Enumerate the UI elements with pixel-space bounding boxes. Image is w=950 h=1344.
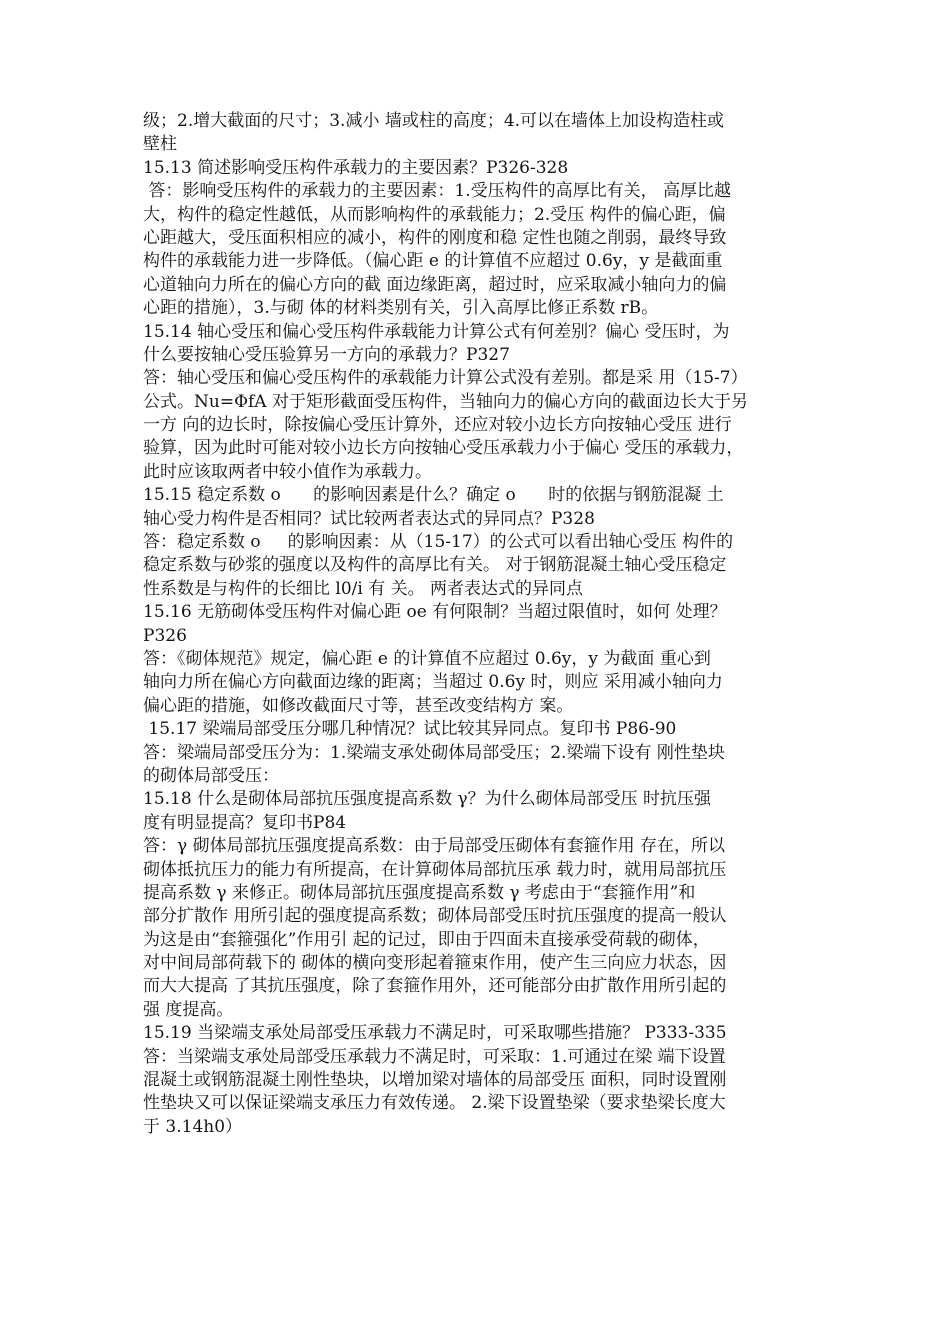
text-line: 此时应该取两者中较小值作为承载力。 [143,461,432,482]
text-line: P326 [143,625,187,646]
text-line: 偏心距的措施，如修改截面尺寸等，甚至改变结构方 案。 [143,695,574,716]
text-line: 大，构件的稳定性越低，从而影响构件的承载能力；2.受压 构件的偏心距，偏 [143,204,726,225]
text-line: 级；2.增大截面的尺寸；3.减小 墙或柱的高度；4.可以在墙体上加设构造柱或 [143,111,725,131]
answer-line: 答：稳定系数 o 的影响因素：从（15-17）的公式可以看出轴心受压 构件的 [143,532,734,553]
text-line: 提高系数 γ 来修正。砌体局部抗压强度提高系数 γ 考虑由于“套箍作用”和 [143,882,696,903]
text-line: 部分扩散作 用所引起的强度提高系数；砌体局部受压时抗压强度的提高一般认 [143,906,727,927]
text-line: 为这是由“套箍强化”作用引 起的记过，即由于四面未直接承受荷载的砌体， [143,929,710,950]
text-line: 性系数是与构件的长细比 l0/i 有 关。 两者表达式的异同点 [143,578,584,599]
text-line: 的砌体局部受压： [143,765,279,786]
text-line: 验算，因为此时可能对较小边长方向按轴心受压承载力小于偏心 受压的承载力， [143,438,744,459]
text-line: 公式。Nu=ΦfA 对于矩形截面受压构件，当轴向力的偏心方向的截面边长大于另 [143,391,748,412]
text-line: 于 3.14h0） [143,1116,243,1137]
question-heading: 15.15 稳定系数 o 的影响因素是什么？确定 o 时的依据与钢筋混凝 土 [143,485,724,506]
document-body [143,110,815,1139]
text-line: 壁柱 [143,134,177,155]
text-line: 度有明显提高？复印书P84 [143,812,347,833]
text-line: 轴心受力构件是否相同？试比较两者表达式的异同点？P328 [143,508,595,529]
question-heading: 15.17 梁端局部受压分哪几种情况？试比较其异同点。复印书 P86-90 [143,719,677,740]
text-line: 心距越大，受压面积相应的减小，构件的刚度和稳 定性也随之削弱，最终导致 [143,227,727,248]
text-line: 构件的承载能力进一步降低。（偏心距 e 的计算值不应超过 0.6y，y 是截面重 [143,251,723,272]
question-heading: 15.14 轴心受压和偏心受压构件承载能力计算公式有何差别？偏心 受压时，为 [143,321,730,342]
question-heading: 15.13 简述影响受压构件承载力的主要因素？P326-328 [143,157,569,178]
text-line: 稳定系数与砂浆的强度以及构件的高厚比有关。 对于钢筋混凝土轴心受压稳定 [143,555,727,576]
question-heading: 15.19 当梁端支承处局部受压承载力不满足时，可采取哪些措施？ P333-335 [143,1023,727,1044]
question-heading: 15.16 无筋砌体受压构件对偏心距 oe 有何限制？当超过限值时，如何 处理？ [143,602,727,623]
text-line: 一方 向的边长时，除按偏心受压计算外，还应对较小边长方向按轴心受压 进行 [143,415,732,436]
answer-line: 答：当梁端支承处局部受压承载力不满足时，可采取：1.可通过在梁 端下设置 [143,1046,726,1067]
question-heading: 15.18 什么是砌体局部抗压强度提高系数 γ？为什么砌体局部受压 时抗压强 [143,789,712,810]
text-line: 对中间局部荷载下的 砌体的横向变形起着箍束作用，使产生三向应力状态，因 [143,953,727,974]
text-line: 什么要按轴心受压验算另一方向的承载力？P327 [143,344,510,365]
text-line: 混凝土或钢筋混凝土刚性垫块，以增加梁对墙体的局部受压 面积，同时设置刚 [143,1070,727,1091]
answer-line: 答：轴心受压和偏心受压构件的承载能力计算公式没有差别。都是采 用（15-7） [143,368,748,389]
text-line: 强 度提高。 [143,999,234,1020]
text-line: 砌体抵抗压力的能力有所提高，在计算砌体局部抗压承 载力时，就用局部抗压 [143,859,727,880]
text-line: 轴向力所在偏心方向截面边缘的距离；当超过 0.6y 时，则应 采用减小轴向力 [143,672,723,693]
text-line: 而大大提高 了其抗压强度，除了套箍作用外，还可能部分由扩散作用所引起的 [143,976,727,997]
answer-line: 答：《砌体规范》规定，偏心距 e 的计算值不应超过 0.6y，y 为截面 重心到 [143,648,711,669]
answer-line: 答：梁端局部受压分为：1.梁端支承处砌体局部受压；2.梁端下设有 刚性垫块 [143,742,725,763]
text-line: 心道轴向力所在的偏心方向的截 面边缘距离，超过时，应采取减小轴向力的偏 [143,274,727,295]
text-line: 性垫块又可以保证梁端支承压力有效传递。 2.梁下设置垫梁（要求垫梁长度大 [143,1093,726,1114]
answer-line: 答：γ 砌体局部抗压强度提高系数：由于局部受压砌体有套箍作用 存在，所以 [143,836,725,857]
text-line: 心距的措施），3.与砌 体的材料类别有关，引入高厚比修正系数 rB。 [143,298,659,319]
answer-line: 答：影响受压构件的承载力的主要因素：1.受压构件的高厚比有关， 高厚比越 [143,181,732,202]
